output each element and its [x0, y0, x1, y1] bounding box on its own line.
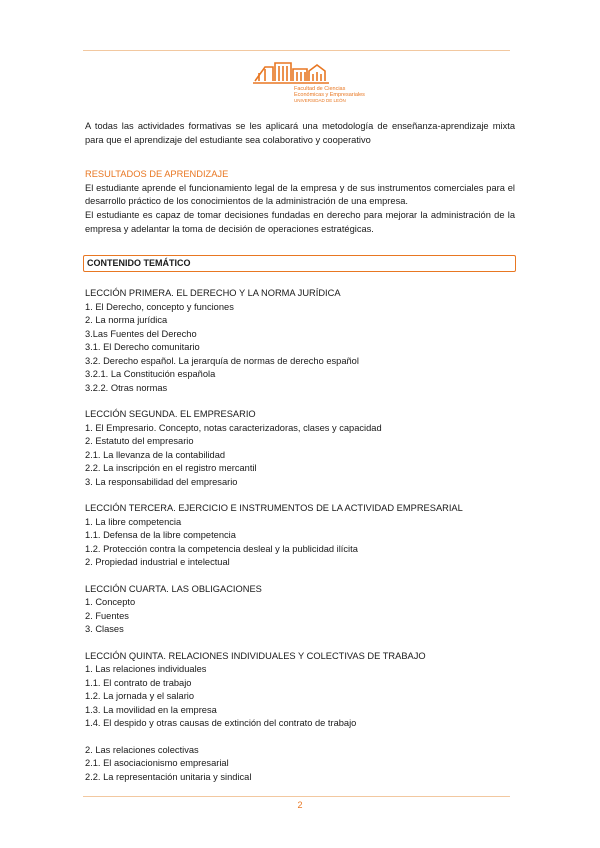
resultados-paragraph: El estudiante es capaz de tomar decisiones fundadas en derecho para mejorar la administración de la empresa y adelantar la toma de decisión de operaciones estratégicas.	[85, 209, 515, 234]
lesson-list	[85, 287, 515, 784]
lesson-title: LECCIÓN QUINTA. RELACIONES INDIVIDUALES Y COLECTIVAS DE TRABAJO	[85, 650, 426, 661]
lesson-item: 3. Clases	[85, 624, 124, 635]
intro-paragraph: A todas las actividades formativas se les aplicará una metodología de enseñanza-aprendizaje mixta para que el aprendizaje del estudiante sea colaborativo y cooperativo	[85, 121, 515, 145]
lesson-block	[85, 650, 515, 785]
lesson-item: 3.1. El Derecho comunitario	[85, 342, 200, 353]
logo-line: UNIVERSIDAD DE LEÓN	[294, 98, 346, 103]
resultados-title: RESULTADOS DE APRENDIZAJE	[85, 169, 229, 180]
lesson-item: 2. Propiedad industrial e intelectual	[85, 557, 230, 568]
lesson-item: 1. El Empresario. Concepto, notas caracterizadoras, clases y capacidad	[85, 422, 382, 433]
lesson-item: 1.3. La movilidad en la empresa	[85, 704, 217, 715]
resultados-paragraph: El estudiante aprende el funcionamiento legal de la empresa y de sus instrumentos comerciales para el desarrollo práctico de los conocimientos de la administración de una empresa.	[85, 182, 515, 207]
contenido-tematico-heading: CONTENIDO TEMÁTICO	[83, 255, 516, 272]
lesson-item: 3.Las Fuentes del Derecho	[85, 328, 197, 339]
lesson-title: LECCIÓN CUARTA. LAS OBLIGACIONES	[85, 583, 262, 594]
lesson-title: LECCIÓN PRIMERA. EL DERECHO Y LA NORMA JURÍDICA	[85, 288, 341, 299]
lesson-item: 2.2. La inscripción en el registro mercantil	[85, 463, 257, 474]
lesson-item: 2. Las relaciones colectivas	[85, 744, 199, 755]
lesson-block	[85, 583, 515, 637]
lesson-title: LECCIÓN SEGUNDA. EL EMPRESARIO	[85, 409, 256, 420]
footer-rule	[83, 796, 510, 797]
spacer	[85, 731, 515, 744]
header-rule	[83, 50, 510, 51]
lesson-item: 1.2. La jornada y el salario	[85, 691, 195, 702]
lesson-item: 1. Las relaciones individuales	[85, 664, 207, 675]
lesson-item: 3.2. Derecho español. La jerarquía de normas de derecho español	[85, 355, 359, 366]
lesson-item: 1.2. Protección contra la competencia desleal y la publicidad ilícita	[85, 543, 358, 554]
lesson-block	[85, 408, 515, 489]
lesson-item: 3. La responsabilidad del empresario	[85, 476, 238, 487]
lesson-block	[85, 287, 515, 395]
lesson-item: 2.1. La llevanza de la contabilidad	[85, 449, 226, 460]
lesson-item: 2.2. La representación unitaria y sindical	[85, 771, 252, 782]
logo-line: Económicas y Empresariales	[294, 92, 365, 98]
lesson-block	[85, 502, 515, 570]
lesson-item: 3.2.2. Otras normas	[85, 382, 168, 393]
lesson-item: 1. Concepto	[85, 597, 136, 608]
document-body	[85, 120, 515, 784]
lesson-item: 1.1. El contrato de trabajo	[85, 677, 192, 688]
lesson-item: 1.1. Defensa de la libre competencia	[85, 530, 236, 541]
lesson-item: 2. Estatuto del empresario	[85, 436, 194, 447]
lesson-item: 1.4. El despido y otras causas de extinción del contrato de trabajo	[85, 718, 357, 729]
lesson-item: 3.2.1. La Constitución española	[85, 369, 216, 380]
lesson-item: 2. La norma jurídica	[85, 315, 168, 326]
lesson-item: 1. La libre competencia	[85, 516, 182, 527]
lesson-title: LECCIÓN TERCERA. EJERCICIO E INSTRUMENTOS DE LA ACTIVIDAD EMPRESARIAL	[85, 503, 463, 514]
lesson-item: 2.1. El asociacionismo empresarial	[85, 758, 229, 769]
logo-text	[294, 86, 365, 104]
lesson-item: 2. Fuentes	[85, 610, 129, 621]
lesson-item: 1. El Derecho, concepto y funciones	[85, 301, 234, 312]
logo-line: Facultad de Ciencias	[294, 86, 346, 92]
page-number: 2	[297, 800, 303, 810]
